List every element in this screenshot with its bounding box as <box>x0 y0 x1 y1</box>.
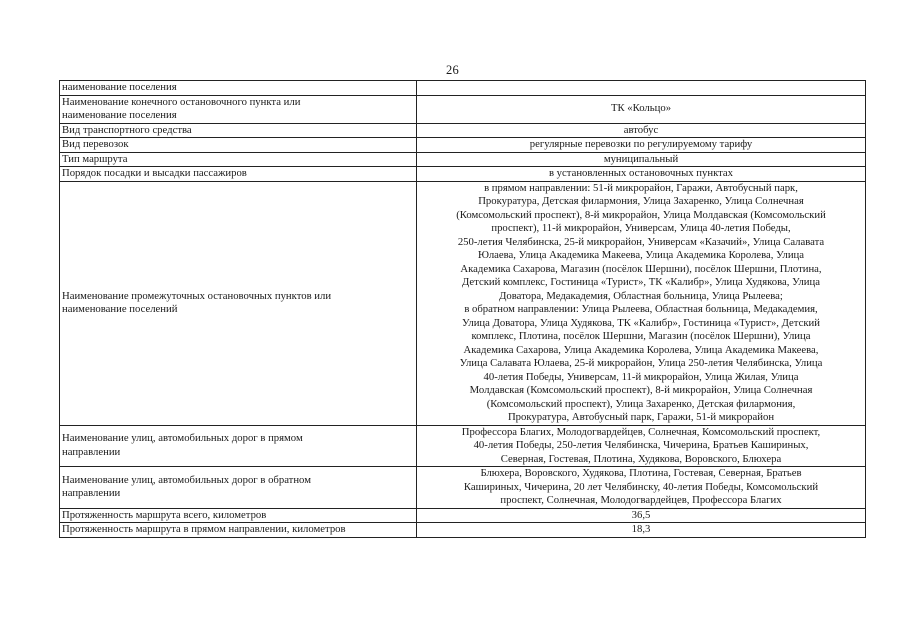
row-label: Протяженность маршрута в прямом направлении, километров <box>60 523 417 538</box>
stop-line: 250-летия Челябинска, 25-й микрорайон, Универсам «Казачий», Улица Салавата <box>457 235 825 248</box>
table-row-terminal-stop <box>60 95 866 123</box>
street-line: Блюхера, Воровского, Худякова, Плотина, Гостевая, Северная, Братьев <box>480 467 802 479</box>
row-value: 36,5 <box>417 508 866 523</box>
row-value-line <box>419 81 863 95</box>
stop-line: Юлаева, Улица Академика Макеева, Улица Академика Королева, Улица <box>477 249 805 261</box>
stop-line: в прямом направлении: 51-й микрорайон, Гаражи, Автобусный парк, <box>484 181 798 194</box>
row-label <box>60 181 417 425</box>
table-row-streets-forward <box>60 425 866 467</box>
row-label <box>60 467 417 509</box>
row-label: Вид транспортного средства <box>60 123 417 138</box>
table-row-forward-length <box>60 523 866 538</box>
table-row-boarding-order <box>60 167 866 182</box>
row-value <box>417 467 866 509</box>
table-row-settlement-name <box>60 81 866 96</box>
row-value: автобус <box>417 123 866 138</box>
table-row-route-type <box>60 152 866 167</box>
stop-line: Академика Сахарова, Улица Академика Королева, Улица Академика Макеева, <box>463 343 819 356</box>
stop-line: в обратном направлении: Улица Рылеева, Областная больница, Медакадемия, <box>464 303 818 315</box>
street-line: Профессора Благих, Молодогвардейцев, Солнечная, Комсомольский проспект, <box>461 425 821 438</box>
route-passport-table <box>59 80 866 538</box>
stop-line: проспект), 11-й микрорайон, Универсам, Улица 40-летия Победы, <box>491 222 791 234</box>
stop-line: Улица Салавата Юлаева, 25-й микрорайон, Улица 250-летия Челябинска, Улица <box>459 357 823 369</box>
table-row-total-length <box>60 508 866 523</box>
street-line: Северная, Гостевая, Плотина, Худякова, Воровского, Блюхера <box>500 452 782 465</box>
row-value: 18,3 <box>417 523 866 538</box>
row-label <box>60 95 417 123</box>
page-number: 26 <box>446 63 459 77</box>
row-label-line: наименование поселения <box>62 109 177 121</box>
row-value <box>417 95 866 123</box>
stop-line: 40-летия Победы, Универсам, 11-й микрорайон, Улица Жилая, Улица <box>483 370 799 383</box>
table-row-intermediate-stops <box>60 181 866 425</box>
row-label <box>60 81 417 96</box>
table-row-transport-kind <box>60 138 866 153</box>
stop-line: Молдавская (Комсомольский проспект), 8-й микрорайон, Улица Солнечная <box>469 384 813 396</box>
table-row-vehicle-type <box>60 123 866 138</box>
street-line: 40-летия Победы, 250-летия Челябинска, Чичерина, Братьев Кашириных, <box>473 439 809 451</box>
row-label: Порядок посадки и высадки пассажиров <box>60 167 417 182</box>
row-label: Вид перевозок <box>60 138 417 153</box>
row-label-line: наименование поселения <box>62 81 177 93</box>
row-label-line: Наименование улиц, автомобильных дорог в прямом <box>62 432 303 445</box>
row-label <box>60 425 417 467</box>
stop-line: (Комсомольский проспект), 8-й микрорайон, Улица Молдавская (Комсомольский <box>456 208 826 221</box>
row-value: регулярные перевозки по регулируемому тарифу <box>417 138 866 153</box>
row-label: Протяженность маршрута всего, километров <box>60 508 417 523</box>
row-label-line: наименование поселений <box>62 303 178 315</box>
stop-line: Прокуратура, Детская филармония, Улица Захаренко, Улица Солнечная <box>478 195 804 207</box>
stop-line: Доватора, Медакадемия, Областная больница, Улица Рылеева; <box>499 289 783 302</box>
street-line: Кашириных, Чичерина, 20 лет Челябинску, 40-летия Победы, Комсомольский <box>463 480 819 493</box>
stop-line: комплекс, Плотина, посёлок Шершни, Магазин (посёлок Шершни), Улица <box>471 330 811 342</box>
stop-line: Улица Доватора, Улица Худякова, ТК «Калибр», Гостиница «Турист», Детский <box>462 316 820 329</box>
row-label-line: направлении <box>62 445 121 458</box>
row-value-line: ТК «Кольцо» <box>610 102 672 115</box>
stop-line: Детский комплекс, Гостиница «Турист», ТК «Калибр», Улица Худякова, Улица <box>461 276 820 288</box>
table-row-streets-reverse <box>60 467 866 509</box>
row-value <box>417 425 866 467</box>
row-label-line: Наименование улиц, автомобильных дорог в обратном <box>62 473 311 486</box>
row-value <box>417 181 866 425</box>
row-label: Тип маршрута <box>60 152 417 167</box>
stop-line: Академика Сахарова, Магазин (посёлок Шершни), посёлок Шершни, Плотина, <box>460 262 822 275</box>
row-label-line: Наименование промежуточных остановочных пунктов или <box>62 289 332 302</box>
stop-line: (Комсомольский проспект), Улица Захаренко, Детская филармония, <box>486 397 796 410</box>
row-value: в установленных остановочных пунктах <box>417 167 866 182</box>
row-label-line: направлении <box>62 487 121 500</box>
street-line: проспект, Солнечная, Молодогвардейцев, Профессора Благих <box>500 494 782 506</box>
row-value <box>417 81 866 96</box>
stop-line: Прокуратура, Автобусный парк, Гаражи, 51-й микрорайон <box>507 411 775 423</box>
row-value: муниципальный <box>417 152 866 167</box>
row-label-line: Наименование конечного остановочного пункта или <box>62 95 301 108</box>
